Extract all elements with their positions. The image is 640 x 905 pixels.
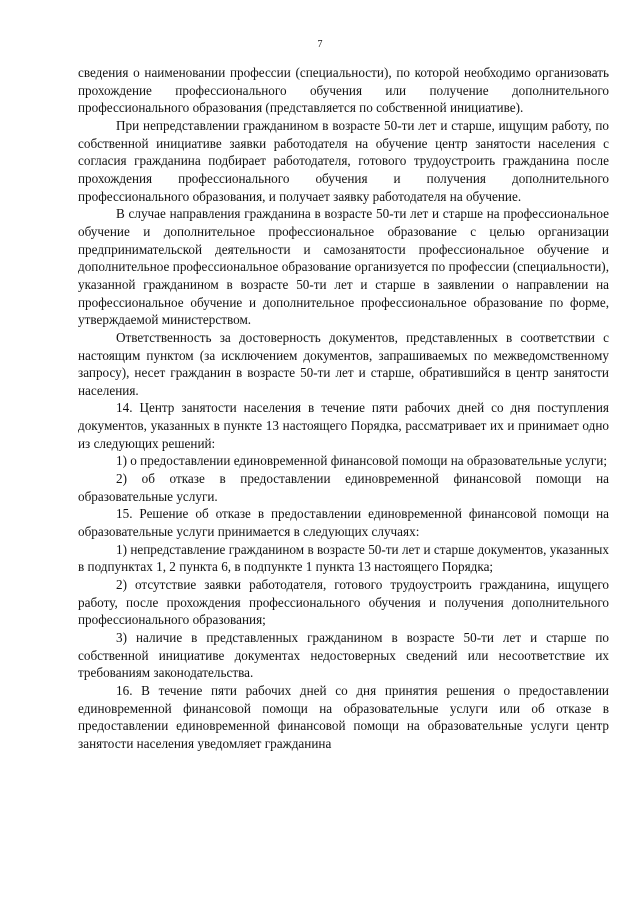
paragraph-5-item-14: 14. Центр занятости населения в течение пяти рабочих дней со дня поступления документов, указанных в пункте 13 настоящего Порядка, рассматривает их и принимает одно из следующих решений: [78, 400, 609, 451]
paragraph-12-item-16: 16. В течение пяти рабочих дней со дня принятия решения о предоставлении единовременной финансовой помощи на образовательные услуги или об отказе в предоставлении единовременной финансовой помощи на образовательные услуги центр занятости населения уведомляет гражданина [78, 682, 609, 751]
paragraph-8-item-15: 15. Решение об отказе в предоставлении единовременной финансовой помощи на образовательные услуги принимается в следующих случаях: [78, 506, 609, 540]
paragraph-6-subitem-1: 1) о предоставлении единовременной финансовой помощи на образовательные услуги; [116, 453, 607, 469]
document-body [78, 64, 609, 753]
paragraph-1: сведения о наименовании профессии (специальности), по которой необходимо организовать прохождение профессионального обучения или получение дополнительного профессионального образования (представляется по собственной инициативе). [78, 65, 609, 116]
paragraph-4: Ответственность за достоверность документов, представленных в соответствии с настоящим пунктом (за исключением документов, запрашиваемых по межведомственному запросу), несет гражданин в возрасте 50-ти лет и старше, обратившийся в центр занятости населения. [78, 329, 609, 398]
paragraph-9-subitem-1: 1) непредставление гражданином в возрасте 50-ти лет и старше документов, указанных в подпунктах 1, 2 пункта 6, в подпункте 1 пункта 13 настоящего Порядка; [78, 541, 609, 575]
paragraph-11-subitem-3: 3) наличие в представленных гражданином в возрасте 50-ти лет и старше по собственной инициативе документах недостоверных сведений или несоответствие их требованиям законодательства. [78, 630, 609, 681]
page-number: 7 [317, 39, 323, 50]
paragraph-7-subitem-2: 2) об отказе в предоставлении единовременной финансовой помощи на образовательные услуги. [78, 471, 609, 504]
paragraph-2: При непредставлении гражданином в возрасте 50-ти лет и старше, ищущим работу, по собственной инициативе заявки работодателя на обучение центр занятости населения с согласия гражданина подбирает работодателя, готового трудоустроить гражданина после прохождения профессионального обучения и получения дополнительного профессионального образования, и получает заявку работодателя на обучение. [78, 117, 609, 204]
paragraph-10-subitem-2: 2) отсутствие заявки работодателя, готового трудоустроить гражданина, ищущего работу, после прохождения профессионального обучения и получения дополнительного профессионального образования; [78, 577, 609, 628]
paragraph-3: В случае направления гражданина в возрасте 50-ти лет и старше на профессиональное обучение и дополнительное профессиональное образование с целью организации предпринимательской деятельности и самозанятости профессиональное обучение и дополнительное профессиональное образование организуется по профессии (специальности), указанной гражданином в возрасте 50-ти лет и старше в заявлении о направлении на профессиональное обучение и дополнительное профессиональное образование по форме, утверждаемой министерством. [78, 206, 609, 328]
